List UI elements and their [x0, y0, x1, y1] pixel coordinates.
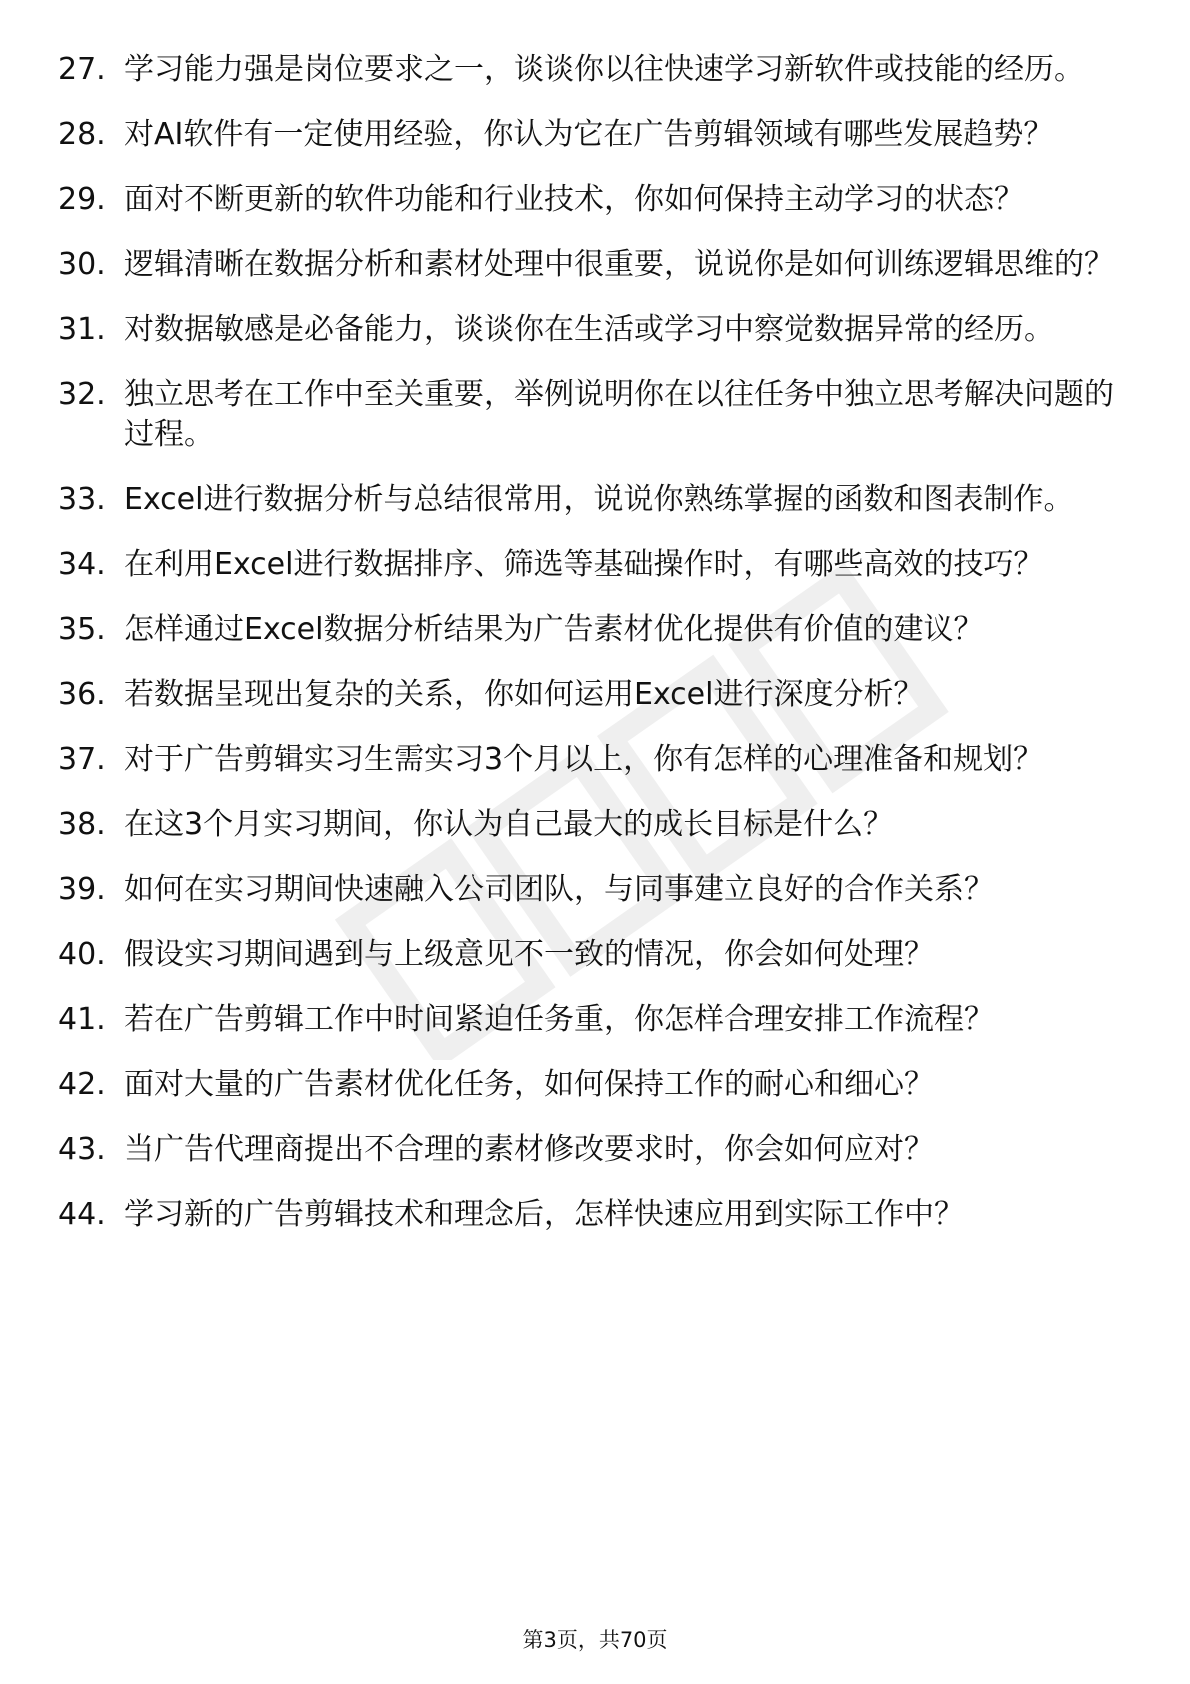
- question-number: 39.: [58, 872, 106, 907]
- question-text: 在利用Excel进行数据排序、筛选等基础操作时，有哪些高效的技巧？: [124, 547, 1044, 582]
- question-text: 若数据呈现出复杂的关系，你如何运用Excel进行深度分析？: [124, 677, 924, 712]
- question-item: [58, 1130, 1138, 1170]
- question-text: 逻辑清晰在数据分析和素材处理中很重要，说说你是如何训练逻辑思维的？: [124, 247, 1114, 282]
- question-text: 在这3个月实习期间，你认为自己最大的成长目标是什么？: [124, 807, 894, 842]
- question-number: 35.: [58, 612, 106, 647]
- question-text: 怎样通过Excel数据分析结果为广告素材优化提供有价值的建议？: [124, 612, 984, 647]
- question-number: 33.: [58, 482, 106, 517]
- question-number: 27.: [58, 52, 106, 87]
- question-item: [58, 805, 1138, 845]
- question-text: 面对不断更新的软件功能和行业技术，你如何保持主动学习的状态？: [124, 182, 1024, 217]
- question-item: [58, 675, 1138, 715]
- question-number: 41.: [58, 1002, 106, 1037]
- question-number: 44.: [58, 1197, 106, 1232]
- question-item: [58, 1195, 1138, 1235]
- question-text: 对于广告剪辑实习生需实习3个月以上，你有怎样的心理准备和规划？: [124, 742, 1044, 777]
- question-text: 面对大量的广告素材优化任务，如何保持工作的耐心和细心？: [124, 1067, 934, 1102]
- question-number: 37.: [58, 742, 106, 777]
- question-text: 若在广告剪辑工作中时间紧迫任务重，你怎样合理安排工作流程？: [124, 1002, 994, 1037]
- question-number: 31.: [58, 312, 106, 347]
- question-item: [58, 180, 1138, 220]
- question-item: [58, 310, 1138, 350]
- question-text: 学习新的广告剪辑技术和理念后，怎样快速应用到实际工作中？: [124, 1197, 964, 1232]
- question-text: 当广告代理商提出不合理的素材修改要求时，你会如何应对？: [124, 1132, 934, 1167]
- question-item: [58, 545, 1138, 585]
- question-item: [58, 935, 1138, 975]
- question-item: [58, 115, 1138, 155]
- question-item: [58, 480, 1138, 520]
- question-text: 对数据敏感是必备能力，谈谈你在生活或学习中察觉数据异常的经历。: [124, 312, 1054, 347]
- question-number: 36.: [58, 677, 106, 712]
- question-item: [58, 740, 1138, 780]
- page-number-label: 第3页，共70页: [522, 1628, 668, 1652]
- question-item: [58, 870, 1138, 910]
- question-number: 30.: [58, 247, 106, 282]
- question-number: 38.: [58, 807, 106, 842]
- question-number: 28.: [58, 117, 106, 152]
- question-item: [58, 375, 1138, 455]
- question-item: [58, 610, 1138, 650]
- question-number: 43.: [58, 1132, 106, 1167]
- question-text: 假设实习期间遇到与上级意见不一致的情况，你会如何处理？: [124, 937, 934, 972]
- question-item: [58, 1065, 1138, 1105]
- question-number: 34.: [58, 547, 106, 582]
- question-list: [58, 50, 1138, 1260]
- question-item: [58, 1000, 1138, 1040]
- question-number: 40.: [58, 937, 106, 972]
- question-number: 29.: [58, 182, 106, 217]
- question-text: 如何在实习期间快速融入公司团队，与同事建立良好的合作关系？: [124, 872, 994, 907]
- page-footer: [0, 1626, 1190, 1654]
- question-text: 学习能力强是岗位要求之一，谈谈你以往快速学习新软件或技能的经历。: [124, 52, 1084, 87]
- question-item: [58, 50, 1138, 90]
- question-number: 42.: [58, 1067, 106, 1102]
- question-text: 对AI软件有一定使用经验，你认为它在广告剪辑领域有哪些发展趋势？: [124, 117, 1054, 152]
- question-number: 32.: [58, 377, 106, 412]
- question-text: 独立思考在工作中至关重要，举例说明你在以往任务中独立思考解决问题的过程。: [124, 377, 1114, 452]
- question-item: [58, 245, 1138, 285]
- question-text: Excel进行数据分析与总结很常用，说说你熟练掌握的函数和图表制作。: [124, 482, 1074, 517]
